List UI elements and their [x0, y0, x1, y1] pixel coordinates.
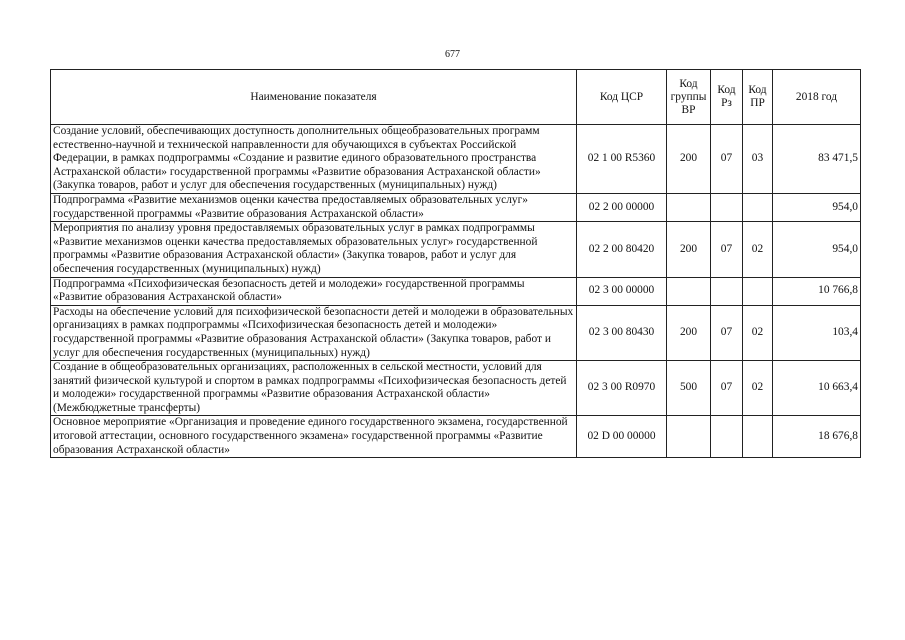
row-name: Расходы на обеспечение условий для психофизической безопасности детей и молодежи в образовательных организациях в рамках подпрограммы «Психофизическая безопасность детей и молодежи» государственной программы «Развитие образования Астраханской области» (Закупка товаров, работ и услуг для обеспечения государственных (муниципальных) нужд)	[51, 305, 577, 360]
row-rz-code	[711, 277, 743, 305]
row-rz-code: 07	[711, 361, 743, 416]
header-pr: Код ПР	[743, 70, 773, 125]
row-csr-code: 02 3 00 00000	[577, 277, 667, 305]
table-row	[51, 193, 861, 221]
row-vr-code: 500	[667, 361, 711, 416]
row-amount: 954,0	[773, 222, 861, 277]
row-pr-code	[743, 193, 773, 221]
row-rz-code: 07	[711, 125, 743, 194]
row-csr-code: 02 1 00 R5360	[577, 125, 667, 194]
table-row	[51, 125, 861, 194]
row-csr-code: 02 2 00 00000	[577, 193, 667, 221]
row-vr-code	[667, 193, 711, 221]
row-pr-code: 02	[743, 222, 773, 277]
row-name: Основное мероприятие «Организация и проведение единого государственного экзамена, государственной итоговой аттестации, основного государственного экзамена» государственной программы «Развитие образования Астраханской области»	[51, 416, 577, 458]
row-pr-code	[743, 416, 773, 458]
table-row	[51, 222, 861, 277]
row-vr-code	[667, 416, 711, 458]
row-csr-code: 02 3 00 80430	[577, 305, 667, 360]
row-amount: 103,4	[773, 305, 861, 360]
header-name: Наименование показателя	[51, 70, 577, 125]
page-number: 677	[445, 49, 460, 60]
row-pr-code: 02	[743, 361, 773, 416]
header-csr: Код ЦСР	[577, 70, 667, 125]
row-name: Мероприятия по анализу уровня предоставляемых образовательных услуг в рамках подпрограммы «Развитие механизмов оценки качества предоставляемых образовательных услуг» государственной программы «Развитие образования Астраханской области» (Закупка товаров, работ и услуг для обеспечения государственных (муниципальных) нужд)	[51, 222, 577, 277]
row-pr-code	[743, 277, 773, 305]
budget-table	[50, 69, 861, 458]
row-name: Подпрограмма «Психофизическая безопасность детей и молодежи» государственной программы «Развитие образования Астраханской области»	[51, 277, 577, 305]
row-vr-code	[667, 277, 711, 305]
row-rz-code	[711, 193, 743, 221]
row-name: Создание в общеобразовательных организациях, расположенных в сельской местности, условий для занятий физической культурой и спортом в рамках подпрограммы «Психофизическая безопасность детей и молодежи» государственной программы «Развитие образования Астраханской области» (Межбюджетные трансферты)	[51, 361, 577, 416]
row-vr-code: 200	[667, 125, 711, 194]
header-rz: Код Рз	[711, 70, 743, 125]
row-vr-code: 200	[667, 305, 711, 360]
table-row	[51, 305, 861, 360]
row-amount: 83 471,5	[773, 125, 861, 194]
row-name: Создание условий, обеспечивающих доступность дополнительных общеобразовательных программ естественно-научной и технической направленности для обучающихся в субъектах Российской Федерации, в рамках подпрограммы «Создание и развитие единого образовательного пространства Астраханской области» государственной программы «Развитие образования Астраханской области» (Закупка товаров, работ и услуг для обеспечения государственных (муниципальных) нужд)	[51, 125, 577, 194]
row-amount: 10 766,8	[773, 277, 861, 305]
row-name: Подпрограмма «Развитие механизмов оценки качества предоставляемых образовательных услуг» государственной программы «Развитие образования Астраханской области»	[51, 193, 577, 221]
row-csr-code: 02 2 00 80420	[577, 222, 667, 277]
row-vr-code: 200	[667, 222, 711, 277]
table-row	[51, 416, 861, 458]
table-row	[51, 277, 861, 305]
row-rz-code: 07	[711, 222, 743, 277]
row-pr-code: 03	[743, 125, 773, 194]
row-pr-code: 02	[743, 305, 773, 360]
row-csr-code: 02 3 00 R0970	[577, 361, 667, 416]
table-row	[51, 361, 861, 416]
header-year: 2018 год	[773, 70, 861, 125]
row-amount: 10 663,4	[773, 361, 861, 416]
row-csr-code: 02 D 00 00000	[577, 416, 667, 458]
row-amount: 18 676,8	[773, 416, 861, 458]
row-rz-code	[711, 416, 743, 458]
header-vr: Код группы ВР	[667, 70, 711, 125]
row-rz-code: 07	[711, 305, 743, 360]
row-amount: 954,0	[773, 193, 861, 221]
table-header-row	[51, 70, 861, 125]
